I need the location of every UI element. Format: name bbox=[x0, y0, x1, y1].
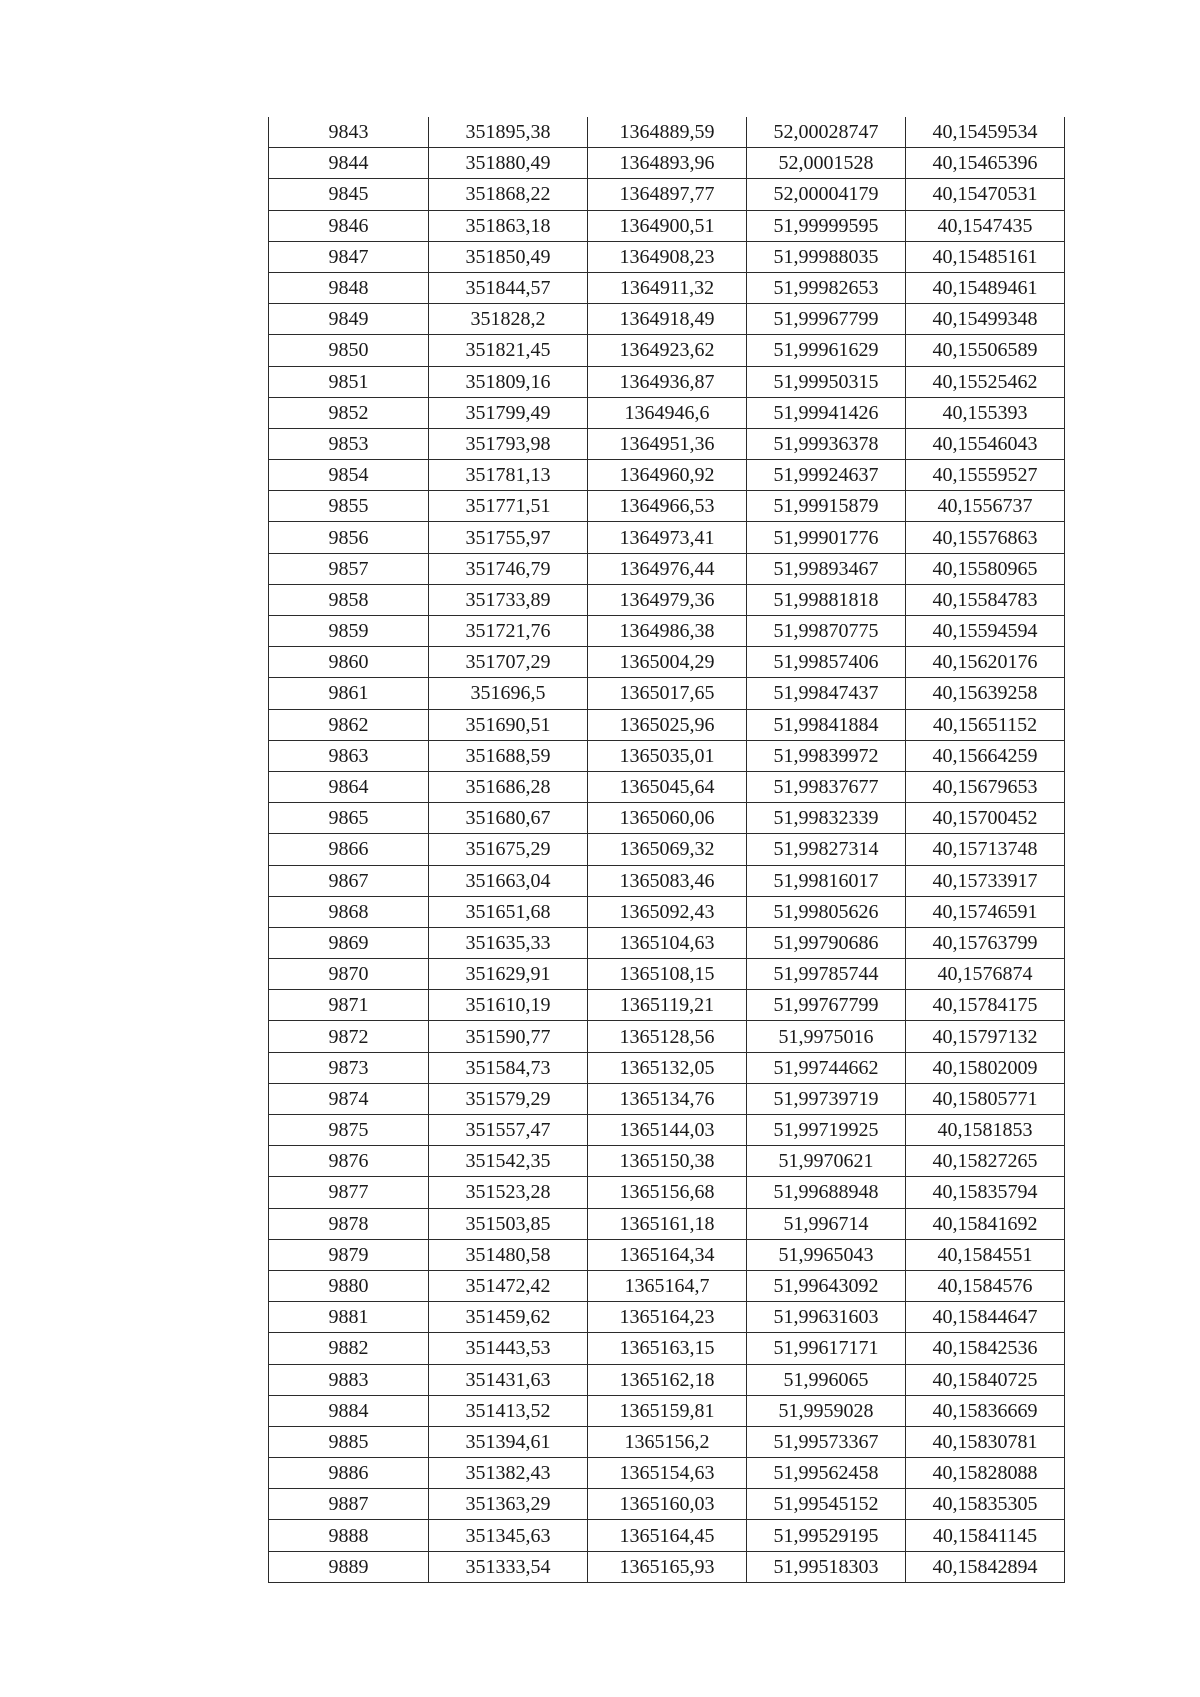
x-coordinate-cell: 351721,76 bbox=[429, 616, 588, 647]
latitude-cell: 51,99857406 bbox=[747, 647, 906, 678]
latitude-cell: 51,99739719 bbox=[747, 1083, 906, 1114]
latitude-cell: 51,99936378 bbox=[747, 428, 906, 459]
y-coordinate-cell: 1364966,53 bbox=[588, 491, 747, 522]
y-coordinate-cell: 1364973,41 bbox=[588, 522, 747, 553]
y-coordinate-cell: 1364979,36 bbox=[588, 584, 747, 615]
x-coordinate-cell: 351755,97 bbox=[429, 522, 588, 553]
longitude-cell: 40,1556737 bbox=[906, 491, 1065, 522]
latitude-cell: 51,99881818 bbox=[747, 584, 906, 615]
point-number-cell: 9886 bbox=[269, 1458, 429, 1489]
y-coordinate-cell: 1365108,15 bbox=[588, 959, 747, 990]
longitude-cell: 40,15797132 bbox=[906, 1021, 1065, 1052]
longitude-cell: 40,15841692 bbox=[906, 1208, 1065, 1239]
table-row bbox=[269, 117, 1065, 148]
y-coordinate-cell: 1364908,23 bbox=[588, 241, 747, 272]
y-coordinate-cell: 1365132,05 bbox=[588, 1052, 747, 1083]
y-coordinate-cell: 1365035,01 bbox=[588, 740, 747, 771]
point-number-cell: 9876 bbox=[269, 1146, 429, 1177]
point-number-cell: 9849 bbox=[269, 304, 429, 335]
table-row bbox=[269, 865, 1065, 896]
point-number-cell: 9875 bbox=[269, 1115, 429, 1146]
table-row bbox=[269, 834, 1065, 865]
y-coordinate-cell: 1364946,6 bbox=[588, 397, 747, 428]
point-number-cell: 9865 bbox=[269, 803, 429, 834]
point-number-cell: 9857 bbox=[269, 553, 429, 584]
point-number-cell: 9885 bbox=[269, 1426, 429, 1457]
latitude-cell: 51,99767799 bbox=[747, 990, 906, 1021]
table-row bbox=[269, 740, 1065, 771]
x-coordinate-cell: 351651,68 bbox=[429, 896, 588, 927]
x-coordinate-cell: 351686,28 bbox=[429, 771, 588, 802]
longitude-cell: 40,15828088 bbox=[906, 1458, 1065, 1489]
point-number-cell: 9887 bbox=[269, 1489, 429, 1520]
x-coordinate-cell: 351584,73 bbox=[429, 1052, 588, 1083]
table-row bbox=[269, 428, 1065, 459]
longitude-cell: 40,15559527 bbox=[906, 460, 1065, 491]
point-number-cell: 9863 bbox=[269, 740, 429, 771]
table-row bbox=[269, 1364, 1065, 1395]
point-number-cell: 9848 bbox=[269, 272, 429, 303]
table-row bbox=[269, 335, 1065, 366]
latitude-cell: 52,00004179 bbox=[747, 179, 906, 210]
longitude-cell: 40,15700452 bbox=[906, 803, 1065, 834]
longitude-cell: 40,15733917 bbox=[906, 865, 1065, 896]
point-number-cell: 9888 bbox=[269, 1520, 429, 1551]
longitude-cell: 40,15465396 bbox=[906, 148, 1065, 179]
latitude-cell: 51,99518303 bbox=[747, 1551, 906, 1582]
point-number-cell: 9850 bbox=[269, 335, 429, 366]
y-coordinate-cell: 1364951,36 bbox=[588, 428, 747, 459]
latitude-cell: 51,99893467 bbox=[747, 553, 906, 584]
point-number-cell: 9882 bbox=[269, 1333, 429, 1364]
longitude-cell: 40,15842536 bbox=[906, 1333, 1065, 1364]
longitude-cell: 40,15679653 bbox=[906, 771, 1065, 802]
y-coordinate-cell: 1365119,21 bbox=[588, 990, 747, 1021]
y-coordinate-cell: 1364960,92 bbox=[588, 460, 747, 491]
latitude-cell: 52,0001528 bbox=[747, 148, 906, 179]
point-number-cell: 9843 bbox=[269, 117, 429, 148]
longitude-cell: 40,15485161 bbox=[906, 241, 1065, 272]
table-row bbox=[269, 1395, 1065, 1426]
table-row bbox=[269, 491, 1065, 522]
y-coordinate-cell: 1365069,32 bbox=[588, 834, 747, 865]
table-row bbox=[269, 1239, 1065, 1270]
longitude-cell: 40,15499348 bbox=[906, 304, 1065, 335]
longitude-cell: 40,15620176 bbox=[906, 647, 1065, 678]
longitude-cell: 40,15830781 bbox=[906, 1426, 1065, 1457]
latitude-cell: 51,99643092 bbox=[747, 1270, 906, 1301]
longitude-cell: 40,15639258 bbox=[906, 678, 1065, 709]
latitude-cell: 51,99562458 bbox=[747, 1458, 906, 1489]
table-row bbox=[269, 241, 1065, 272]
point-number-cell: 9852 bbox=[269, 397, 429, 428]
latitude-cell: 51,99950315 bbox=[747, 366, 906, 397]
longitude-cell: 40,15784175 bbox=[906, 990, 1065, 1021]
table-row bbox=[269, 1426, 1065, 1457]
longitude-cell: 40,15827265 bbox=[906, 1146, 1065, 1177]
x-coordinate-cell: 351542,35 bbox=[429, 1146, 588, 1177]
y-coordinate-cell: 1365163,15 bbox=[588, 1333, 747, 1364]
point-number-cell: 9860 bbox=[269, 647, 429, 678]
point-number-cell: 9847 bbox=[269, 241, 429, 272]
x-coordinate-cell: 351557,47 bbox=[429, 1115, 588, 1146]
x-coordinate-cell: 351868,22 bbox=[429, 179, 588, 210]
table-row bbox=[269, 1115, 1065, 1146]
latitude-cell: 51,99573367 bbox=[747, 1426, 906, 1457]
x-coordinate-cell: 351382,43 bbox=[429, 1458, 588, 1489]
y-coordinate-cell: 1365154,63 bbox=[588, 1458, 747, 1489]
table-row bbox=[269, 1083, 1065, 1114]
x-coordinate-cell: 351828,2 bbox=[429, 304, 588, 335]
point-number-cell: 9881 bbox=[269, 1302, 429, 1333]
point-number-cell: 9878 bbox=[269, 1208, 429, 1239]
x-coordinate-cell: 351850,49 bbox=[429, 241, 588, 272]
latitude-cell: 51,99827314 bbox=[747, 834, 906, 865]
y-coordinate-cell: 1365162,18 bbox=[588, 1364, 747, 1395]
x-coordinate-cell: 351629,91 bbox=[429, 959, 588, 990]
table-row bbox=[269, 1489, 1065, 1520]
x-coordinate-cell: 351880,49 bbox=[429, 148, 588, 179]
y-coordinate-cell: 1365165,93 bbox=[588, 1551, 747, 1582]
table-row bbox=[269, 1302, 1065, 1333]
table-row bbox=[269, 1458, 1065, 1489]
x-coordinate-cell: 351863,18 bbox=[429, 210, 588, 241]
point-number-cell: 9859 bbox=[269, 616, 429, 647]
latitude-cell: 51,99832339 bbox=[747, 803, 906, 834]
point-number-cell: 9844 bbox=[269, 148, 429, 179]
x-coordinate-cell: 351733,89 bbox=[429, 584, 588, 615]
x-coordinate-cell: 351793,98 bbox=[429, 428, 588, 459]
y-coordinate-cell: 1365004,29 bbox=[588, 647, 747, 678]
latitude-cell: 51,996714 bbox=[747, 1208, 906, 1239]
y-coordinate-cell: 1365164,34 bbox=[588, 1239, 747, 1270]
y-coordinate-cell: 1364976,44 bbox=[588, 553, 747, 584]
point-number-cell: 9874 bbox=[269, 1083, 429, 1114]
y-coordinate-cell: 1365017,65 bbox=[588, 678, 747, 709]
x-coordinate-cell: 351459,62 bbox=[429, 1302, 588, 1333]
longitude-cell: 40,15525462 bbox=[906, 366, 1065, 397]
y-coordinate-cell: 1365045,64 bbox=[588, 771, 747, 802]
x-coordinate-cell: 351431,63 bbox=[429, 1364, 588, 1395]
latitude-cell: 51,99999595 bbox=[747, 210, 906, 241]
longitude-cell: 40,15840725 bbox=[906, 1364, 1065, 1395]
table-row bbox=[269, 709, 1065, 740]
table-row bbox=[269, 1146, 1065, 1177]
longitude-cell: 40,1584551 bbox=[906, 1239, 1065, 1270]
latitude-cell: 51,99529195 bbox=[747, 1520, 906, 1551]
latitude-cell: 51,9970621 bbox=[747, 1146, 906, 1177]
table-row bbox=[269, 1208, 1065, 1239]
x-coordinate-cell: 351345,63 bbox=[429, 1520, 588, 1551]
table-row bbox=[269, 179, 1065, 210]
table-row bbox=[269, 366, 1065, 397]
y-coordinate-cell: 1364911,32 bbox=[588, 272, 747, 303]
table-row bbox=[269, 896, 1065, 927]
x-coordinate-cell: 351480,58 bbox=[429, 1239, 588, 1270]
x-coordinate-cell: 351707,29 bbox=[429, 647, 588, 678]
x-coordinate-cell: 351781,13 bbox=[429, 460, 588, 491]
x-coordinate-cell: 351590,77 bbox=[429, 1021, 588, 1052]
point-number-cell: 9869 bbox=[269, 927, 429, 958]
latitude-cell: 51,99688948 bbox=[747, 1177, 906, 1208]
latitude-cell: 51,99841884 bbox=[747, 709, 906, 740]
y-coordinate-cell: 1364918,49 bbox=[588, 304, 747, 335]
table-row bbox=[269, 1052, 1065, 1083]
x-coordinate-cell: 351333,54 bbox=[429, 1551, 588, 1582]
point-number-cell: 9879 bbox=[269, 1239, 429, 1270]
longitude-cell: 40,1547435 bbox=[906, 210, 1065, 241]
y-coordinate-cell: 1365156,68 bbox=[588, 1177, 747, 1208]
x-coordinate-cell: 351844,57 bbox=[429, 272, 588, 303]
latitude-cell: 51,99988035 bbox=[747, 241, 906, 272]
table-row bbox=[269, 460, 1065, 491]
table-row bbox=[269, 927, 1065, 958]
point-number-cell: 9867 bbox=[269, 865, 429, 896]
longitude-cell: 40,15836669 bbox=[906, 1395, 1065, 1426]
latitude-cell: 51,99901776 bbox=[747, 522, 906, 553]
table-row bbox=[269, 553, 1065, 584]
coordinates-table bbox=[268, 117, 1065, 1583]
latitude-cell: 51,99839972 bbox=[747, 740, 906, 771]
table-row bbox=[269, 959, 1065, 990]
table-row bbox=[269, 272, 1065, 303]
y-coordinate-cell: 1365160,03 bbox=[588, 1489, 747, 1520]
y-coordinate-cell: 1365025,96 bbox=[588, 709, 747, 740]
point-number-cell: 9866 bbox=[269, 834, 429, 865]
y-coordinate-cell: 1365164,7 bbox=[588, 1270, 747, 1301]
latitude-cell: 51,996065 bbox=[747, 1364, 906, 1395]
latitude-cell: 51,99785744 bbox=[747, 959, 906, 990]
y-coordinate-cell: 1365128,56 bbox=[588, 1021, 747, 1052]
point-number-cell: 9870 bbox=[269, 959, 429, 990]
latitude-cell: 51,99915879 bbox=[747, 491, 906, 522]
x-coordinate-cell: 351696,5 bbox=[429, 678, 588, 709]
longitude-cell: 40,155393 bbox=[906, 397, 1065, 428]
y-coordinate-cell: 1365159,81 bbox=[588, 1395, 747, 1426]
latitude-cell: 51,99631603 bbox=[747, 1302, 906, 1333]
latitude-cell: 51,99941426 bbox=[747, 397, 906, 428]
x-coordinate-cell: 351363,29 bbox=[429, 1489, 588, 1520]
longitude-cell: 40,15546043 bbox=[906, 428, 1065, 459]
table-row bbox=[269, 148, 1065, 179]
latitude-cell: 51,99870775 bbox=[747, 616, 906, 647]
point-number-cell: 9854 bbox=[269, 460, 429, 491]
latitude-cell: 51,99719925 bbox=[747, 1115, 906, 1146]
x-coordinate-cell: 351579,29 bbox=[429, 1083, 588, 1114]
point-number-cell: 9846 bbox=[269, 210, 429, 241]
table-row bbox=[269, 803, 1065, 834]
x-coordinate-cell: 351746,79 bbox=[429, 553, 588, 584]
longitude-cell: 40,15746591 bbox=[906, 896, 1065, 927]
table-row bbox=[269, 1270, 1065, 1301]
latitude-cell: 51,99847437 bbox=[747, 678, 906, 709]
point-number-cell: 9877 bbox=[269, 1177, 429, 1208]
point-number-cell: 9880 bbox=[269, 1270, 429, 1301]
longitude-cell: 40,15763799 bbox=[906, 927, 1065, 958]
table-row bbox=[269, 210, 1065, 241]
latitude-cell: 51,9965043 bbox=[747, 1239, 906, 1270]
table-row bbox=[269, 1177, 1065, 1208]
point-number-cell: 9873 bbox=[269, 1052, 429, 1083]
x-coordinate-cell: 351635,33 bbox=[429, 927, 588, 958]
x-coordinate-cell: 351610,19 bbox=[429, 990, 588, 1021]
y-coordinate-cell: 1364889,59 bbox=[588, 117, 747, 148]
longitude-cell: 40,15459534 bbox=[906, 117, 1065, 148]
y-coordinate-cell: 1365104,63 bbox=[588, 927, 747, 958]
point-number-cell: 9851 bbox=[269, 366, 429, 397]
y-coordinate-cell: 1364893,96 bbox=[588, 148, 747, 179]
point-number-cell: 9862 bbox=[269, 709, 429, 740]
y-coordinate-cell: 1364900,51 bbox=[588, 210, 747, 241]
y-coordinate-cell: 1365144,03 bbox=[588, 1115, 747, 1146]
point-number-cell: 9855 bbox=[269, 491, 429, 522]
x-coordinate-cell: 351413,52 bbox=[429, 1395, 588, 1426]
longitude-cell: 40,15576863 bbox=[906, 522, 1065, 553]
x-coordinate-cell: 351443,53 bbox=[429, 1333, 588, 1364]
latitude-cell: 51,99961629 bbox=[747, 335, 906, 366]
latitude-cell: 51,99924637 bbox=[747, 460, 906, 491]
longitude-cell: 40,15842894 bbox=[906, 1551, 1065, 1582]
table-row bbox=[269, 990, 1065, 1021]
x-coordinate-cell: 351680,67 bbox=[429, 803, 588, 834]
longitude-cell: 40,15651152 bbox=[906, 709, 1065, 740]
y-coordinate-cell: 1365083,46 bbox=[588, 865, 747, 896]
longitude-cell: 40,15470531 bbox=[906, 179, 1065, 210]
x-coordinate-cell: 351799,49 bbox=[429, 397, 588, 428]
x-coordinate-cell: 351809,16 bbox=[429, 366, 588, 397]
latitude-cell: 51,99982653 bbox=[747, 272, 906, 303]
table-row bbox=[269, 1551, 1065, 1582]
longitude-cell: 40,1584576 bbox=[906, 1270, 1065, 1301]
longitude-cell: 40,15805771 bbox=[906, 1083, 1065, 1114]
longitude-cell: 40,15835305 bbox=[906, 1489, 1065, 1520]
latitude-cell: 51,99744662 bbox=[747, 1052, 906, 1083]
latitude-cell: 52,00028747 bbox=[747, 117, 906, 148]
longitude-cell: 40,15802009 bbox=[906, 1052, 1065, 1083]
latitude-cell: 51,99837677 bbox=[747, 771, 906, 802]
point-number-cell: 9872 bbox=[269, 1021, 429, 1052]
latitude-cell: 51,99790686 bbox=[747, 927, 906, 958]
longitude-cell: 40,15713748 bbox=[906, 834, 1065, 865]
table-row bbox=[269, 1520, 1065, 1551]
y-coordinate-cell: 1365134,76 bbox=[588, 1083, 747, 1114]
table-row bbox=[269, 616, 1065, 647]
x-coordinate-cell: 351523,28 bbox=[429, 1177, 588, 1208]
y-coordinate-cell: 1365060,06 bbox=[588, 803, 747, 834]
longitude-cell: 40,15835794 bbox=[906, 1177, 1065, 1208]
longitude-cell: 40,1576874 bbox=[906, 959, 1065, 990]
longitude-cell: 40,15664259 bbox=[906, 740, 1065, 771]
x-coordinate-cell: 351688,59 bbox=[429, 740, 588, 771]
point-number-cell: 9868 bbox=[269, 896, 429, 927]
x-coordinate-cell: 351821,45 bbox=[429, 335, 588, 366]
longitude-cell: 40,15506589 bbox=[906, 335, 1065, 366]
y-coordinate-cell: 1364897,77 bbox=[588, 179, 747, 210]
table-row bbox=[269, 522, 1065, 553]
longitude-cell: 40,15841145 bbox=[906, 1520, 1065, 1551]
latitude-cell: 51,99816017 bbox=[747, 865, 906, 896]
table-row bbox=[269, 1021, 1065, 1052]
latitude-cell: 51,9975016 bbox=[747, 1021, 906, 1052]
longitude-cell: 40,15489461 bbox=[906, 272, 1065, 303]
y-coordinate-cell: 1364986,38 bbox=[588, 616, 747, 647]
point-number-cell: 9856 bbox=[269, 522, 429, 553]
y-coordinate-cell: 1365156,2 bbox=[588, 1426, 747, 1457]
table-body bbox=[269, 117, 1065, 1582]
longitude-cell: 40,15584783 bbox=[906, 584, 1065, 615]
point-number-cell: 9861 bbox=[269, 678, 429, 709]
latitude-cell: 51,99805626 bbox=[747, 896, 906, 927]
point-number-cell: 9871 bbox=[269, 990, 429, 1021]
x-coordinate-cell: 351472,42 bbox=[429, 1270, 588, 1301]
latitude-cell: 51,9959028 bbox=[747, 1395, 906, 1426]
table-row bbox=[269, 1333, 1065, 1364]
point-number-cell: 9883 bbox=[269, 1364, 429, 1395]
x-coordinate-cell: 351771,51 bbox=[429, 491, 588, 522]
y-coordinate-cell: 1365161,18 bbox=[588, 1208, 747, 1239]
x-coordinate-cell: 351663,04 bbox=[429, 865, 588, 896]
point-number-cell: 9845 bbox=[269, 179, 429, 210]
latitude-cell: 51,99545152 bbox=[747, 1489, 906, 1520]
longitude-cell: 40,1581853 bbox=[906, 1115, 1065, 1146]
table-row bbox=[269, 771, 1065, 802]
table-row bbox=[269, 397, 1065, 428]
table-row bbox=[269, 647, 1065, 678]
table-row bbox=[269, 678, 1065, 709]
longitude-cell: 40,15594594 bbox=[906, 616, 1065, 647]
point-number-cell: 9864 bbox=[269, 771, 429, 802]
table-row bbox=[269, 304, 1065, 335]
latitude-cell: 51,99617171 bbox=[747, 1333, 906, 1364]
table-row bbox=[269, 584, 1065, 615]
point-number-cell: 9884 bbox=[269, 1395, 429, 1426]
latitude-cell: 51,99967799 bbox=[747, 304, 906, 335]
point-number-cell: 9853 bbox=[269, 428, 429, 459]
longitude-cell: 40,15844647 bbox=[906, 1302, 1065, 1333]
x-coordinate-cell: 351690,51 bbox=[429, 709, 588, 740]
y-coordinate-cell: 1365092,43 bbox=[588, 896, 747, 927]
x-coordinate-cell: 351895,38 bbox=[429, 117, 588, 148]
point-number-cell: 9889 bbox=[269, 1551, 429, 1582]
point-number-cell: 9858 bbox=[269, 584, 429, 615]
y-coordinate-cell: 1364923,62 bbox=[588, 335, 747, 366]
x-coordinate-cell: 351394,61 bbox=[429, 1426, 588, 1457]
x-coordinate-cell: 351675,29 bbox=[429, 834, 588, 865]
y-coordinate-cell: 1365150,38 bbox=[588, 1146, 747, 1177]
y-coordinate-cell: 1364936,87 bbox=[588, 366, 747, 397]
longitude-cell: 40,15580965 bbox=[906, 553, 1065, 584]
y-coordinate-cell: 1365164,23 bbox=[588, 1302, 747, 1333]
y-coordinate-cell: 1365164,45 bbox=[588, 1520, 747, 1551]
x-coordinate-cell: 351503,85 bbox=[429, 1208, 588, 1239]
